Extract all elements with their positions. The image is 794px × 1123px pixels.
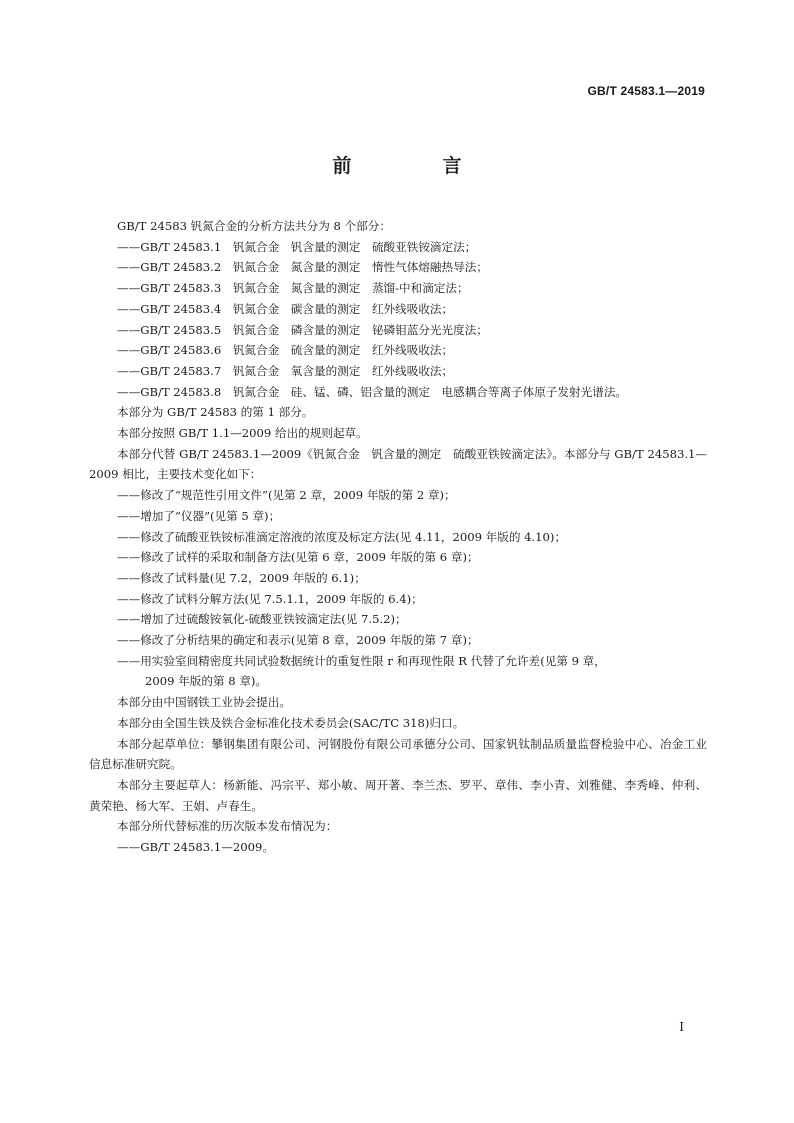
list-item-part-7: ——GB/T 24583.7 钒氮合金 氧含量的测定 红外线吸收法； (117, 363, 454, 378)
paragraph-replaces: 本部分代替 GB/T 24583.1—2009《钒氮合金 钒含量的测定 硫酸亚铁铵滴定法》。本部分与 GB/T 24583.1—2009 相比，主要技术变化如下： (89, 446, 707, 482)
standard-code-header: GB/T 24583.1—2019 (587, 84, 705, 98)
list-item-change-3: ——修改了硫酸亚铁铵标准滴定溶液的浓度及标定方法(见 4.11，2009 年版的 4.10)； (117, 529, 567, 544)
list-item-change-7: ——增加了过硫酸铵氧化-硫酸亚铁铵滴定法(见 7.5.2)； (117, 612, 407, 627)
list-item-change-4: ——修改了试样的采取和制备方法(见第 6 章，2009 年版的第 6 章)； (117, 550, 479, 565)
paragraph-drafting-rules: 本部分按照 GB/T 1.1—2009 给出的规则起草。 (117, 426, 368, 441)
list-item-part-3: ——GB/T 24583.3 钒氮合金 氮含量的测定 蒸馏-中和滴定法； (117, 281, 469, 296)
paragraph-part-number: 本部分为 GB/T 24583 的第 1 部分。 (117, 405, 314, 420)
paragraph-history-intro: 本部分所代替标准的历次版本发布情况为： (117, 819, 338, 834)
paragraph-drafters: 本部分主要起草人：杨新能、冯宗平、郑小敏、周开著、李兰杰、罗平、章伟、李小青、刘雅健、李秀峰、仲利、黄荣艳、杨大军、王娟、卢春生。 (89, 777, 707, 813)
foreword-body (89, 216, 707, 858)
paragraph-drafting-units: 本部分起草单位：攀钢集团有限公司、河钢股份有限公司承德分公司、国家钒钛制品质量监督检验中心、冶金工业信息标准研究院。 (89, 736, 707, 772)
list-item-part-2: ——GB/T 24583.2 钒氮合金 氮含量的测定 惰性气体熔融热导法； (117, 260, 488, 275)
list-item-change-9-continued: 2009 年版的第 8 章)。 (145, 674, 268, 689)
list-item-part-4: ——GB/T 24583.4 钒氮合金 碳含量的测定 红外线吸收法； (117, 301, 454, 316)
list-item-part-8: ——GB/T 24583.8 钒氮合金 硅、锰、磷、铝含量的测定 电感耦合等离子体原子发射光谱法。 (117, 384, 628, 399)
list-item-part-5: ——GB/T 24583.5 钒氮合金 磷含量的测定 铋磷钼蓝分光光度法； (117, 322, 488, 337)
list-item-change-6: ——修改了试料分解方法(见 7.5.1.1，2009 年版的 6.4)； (117, 591, 423, 606)
paragraph-proposed-by: 本部分由中国钢铁工业协会提出。 (117, 695, 291, 710)
list-item-history: ——GB/T 24583.1—2009。 (117, 840, 274, 855)
paragraph-under-jurisdiction: 本部分由全国生铁及铁合金标准化技术委员会(SAC/TC 318)归口。 (117, 715, 465, 730)
page-title: 前 言 (332, 155, 498, 177)
paragraph-intro: GB/T 24583 钒氮合金的分析方法共分为 8 个部分： (117, 219, 391, 233)
list-item-change-2: ——增加了“仪器”(见第 5 章)； (117, 508, 281, 523)
list-item-change-8: ——修改了分析结果的确定和表示(见第 8 章，2009 年版的第 7 章)； (117, 633, 479, 648)
list-item-change-9: ——用实验室间精密度共同试验数据统计的重复性限 r 和再现性限 R 代替了允许差(见第 9 章， (117, 653, 606, 668)
list-item-change-1: ——修改了“规范性引用文件”(见第 2 章，2009 年版的第 2 章)； (117, 488, 456, 503)
list-item-change-5: ——修改了试料量(见 7.2，2009 年版的 6.1)； (117, 570, 366, 585)
page-number: I (679, 1020, 684, 1034)
list-item-part-1: ——GB/T 24583.1 钒氮合金 钒含量的测定 硫酸亚铁铵滴定法； (117, 239, 477, 254)
list-item-part-6: ——GB/T 24583.6 钒氮合金 硫含量的测定 红外线吸收法； (117, 343, 454, 358)
